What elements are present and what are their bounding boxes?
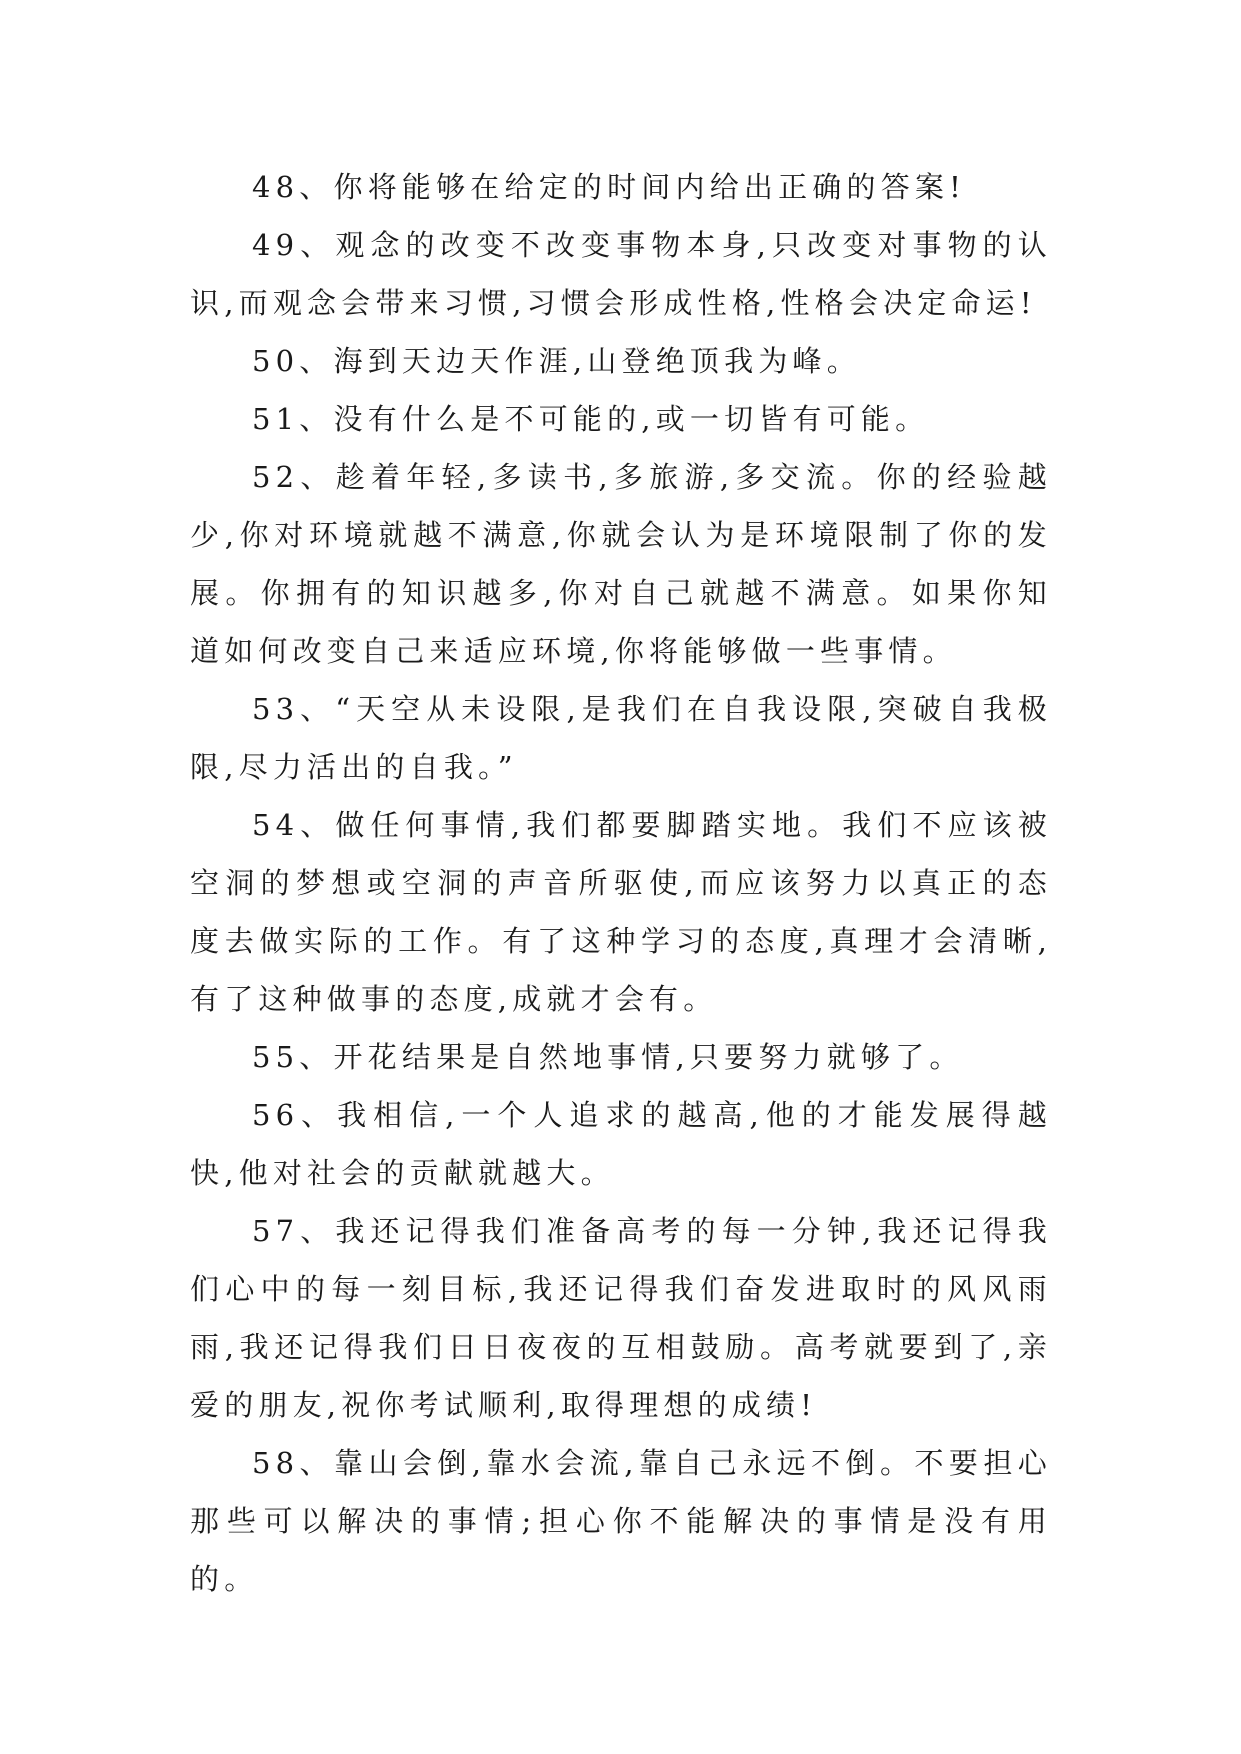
paragraph-53: 53、“天空从未设限,是我们在自我设限,突破自我极限,尽力活出的自我。”	[190, 692, 1052, 784]
paragraph-55: 55、开花结果是自然地事情,只要努力就够了。	[252, 1040, 964, 1074]
paragraph-48: 48、你将能够在给定的时间内给出正确的答案!	[252, 170, 966, 204]
paragraph-49: 49、观念的改变不改变事物本身,只改变对事物的认识,而观念会带来习惯,习惯会形成性格,性格会决定命运!	[190, 228, 1052, 320]
document-body	[190, 158, 1052, 1608]
paragraph-51: 51、没有什么是不可能的,或一切皆有可能。	[252, 402, 930, 436]
paragraph-58: 58、靠山会倒,靠水会流,靠自己永远不倒。不要担心那些可以解决的事情;担心你不能解决的事情是没有用的。	[190, 1446, 1052, 1596]
paragraph-57: 57、我还记得我们准备高考的每一分钟,我还记得我们心中的每一刻目标,我还记得我们奋发进取时的风风雨雨,我还记得我们日日夜夜的互相鼓励。高考就要到了,亲爱的朋友,祝你考试顺利,取得理想的成绩!	[190, 1214, 1052, 1422]
paragraph-52: 52、趁着年轻,多读书,多旅游,多交流。你的经验越少,你对环境就越不满意,你就会认为是环境限制了你的发展。你拥有的知识越多,你对自己就越不满意。如果你知道如何改变自己来适应环境,你将能够做一些事情。	[190, 460, 1052, 668]
paragraph-56: 56、我相信,一个人追求的越高,他的才能发展得越快,他对社会的贡献就越大。	[190, 1098, 1052, 1190]
paragraph-50: 50、海到天边天作涯,山登绝顶我为峰。	[252, 344, 861, 378]
paragraph-54: 54、做任何事情,我们都要脚踏实地。我们不应该被空洞的梦想或空洞的声音所驱使,而应该努力以真正的态度去做实际的工作。有了这种学习的态度,真理才会清晰,有了这种做事的态度,成就才会有。	[190, 808, 1052, 1016]
